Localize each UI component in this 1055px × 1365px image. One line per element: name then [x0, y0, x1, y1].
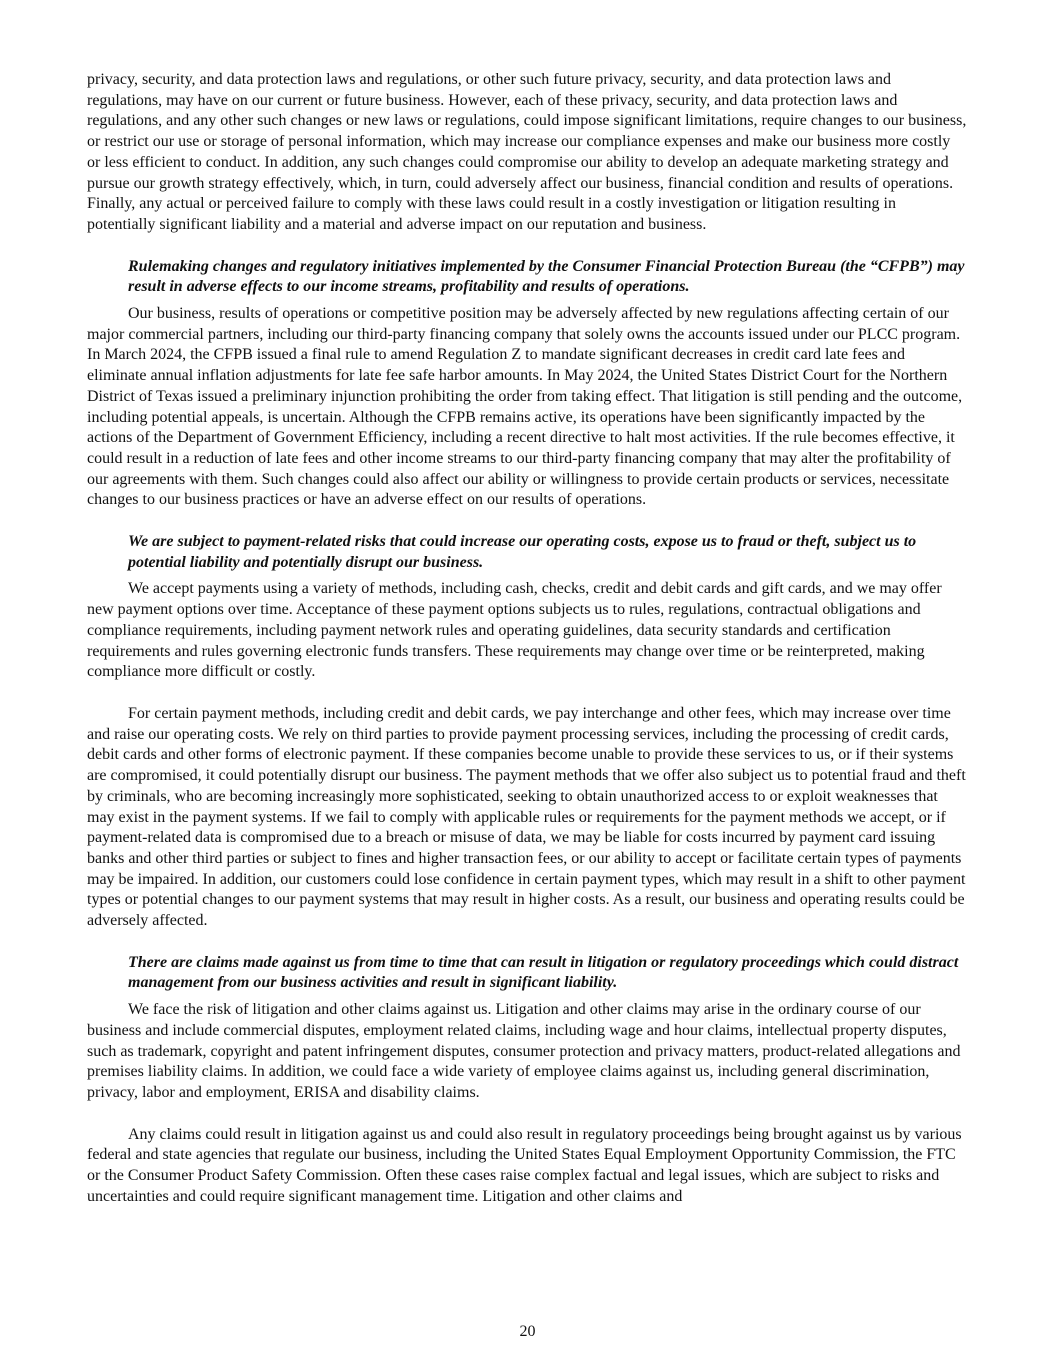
page-number: 20	[519, 1323, 536, 1340]
spacer	[87, 1104, 967, 1125]
body-paragraph-claims: Any claims could result in litigation against us and could also result in regulatory proceedings being brought against us by various federal and state agencies that regulate our business, including the United States Equal Employment Opportunity Commission, the FTC or the Consumer Product Safety Commission. Often these cases raise complex factual and legal issues, which are subject to risks and uncertainties and could require significant management time. Litigation and other claims and	[87, 1125, 962, 1205]
risk-heading-cfpb: Rulemaking changes and regulatory initiatives implemented by the Consumer Financial Protection Bureau (the “CFPB”) may result in adverse effects to our income streams, profitability and results of operations.	[128, 257, 965, 296]
risk-heading-payment: We are subject to payment-related risks that could increase our operating costs, expose us to fraud or theft, subject us to potential liability and potentially disrupt our business.	[128, 533, 917, 571]
body-paragraph-cfpb: Our business, results of operations or competitive position may be adversely affected by new regulations affecting certain of our major commercial partners, including our third-party financing company that solely owns the accounts issued under our PLCC program. In March 2024, the CFPB issued a final rule to amend Regulation Z to mandate significant decreases in credit card late fees and eliminate annual inflation adjustments for late fee safe harbor amounts. In May 2024, the United States District Court for the Northern District of Texas issued a preliminary injunction prohibiting the order from taking effect. That litigation is still pending and the outcome, including potential appeals, is uncertain. Although the CFPB remains active, its operations have been significantly impacted by the actions of the Department of Government Efficiency, including a recent directive to halt most activities. If the rule becomes effective, it could result in a reduction of late fees and other income streams to our third-party financing company that may alter the profitability of our agreements with them. Such changes could also affect our ability or willingness to provide certain products or services, necessitate changes to our business practices or have an adverse effect on our results of operations.	[87, 305, 963, 509]
body-paragraph-payment-methods: We accept payments using a variety of methods, including cash, checks, credit and debit cards and gift cards, and we may offer new payment options over time. Acceptance of these payment options subjects us to rules, regulations, contractual obligations and compliance requirements, including payment network rules and operating guidelines, data security standards and certification requirements and rules governing electronic funds transfers. These requirements may change over time or be reinterpreted, making compliance more difficult or costly.	[87, 580, 942, 681]
risk-heading-claims: There are claims made against us from time to time that can result in litigation or regulatory proceedings which could distract management from our business activities and result in significant liability.	[128, 953, 959, 992]
spacer	[87, 236, 967, 257]
spacer	[87, 511, 967, 532]
body-paragraph-payment-fees: For certain payment methods, including credit and debit cards, we pay interchange and other fees, which may increase over time and raise our operating costs. We rely on third parties to provide payment processing services, including the processing of credit cards, debit cards and other forms of electronic payment. If these companies become unable to provide these services to us, or if their systems are compromised, it could potentially disrupt our business. The payment methods that we offer also subject us to potential fraud and theft by criminals, who are becoming increasingly more sophisticated, seeking to obtain unauthorized access to or exploit weaknesses that may exist in the payment systems. If we fail to comply with applicable rules or requirements for the payment methods we accept, or if payment-related data is compromised due to a breach or misuse of data, we may be liable for costs incurred by payment card issuing banks and other third parties or subject to fines and higher transaction fees, or our ability to accept or facilitate certain types of payments may be impaired. In addition, our customers could lose confidence in certain payment types, which may result in a shift to other payment types or potential changes to our payment systems that may result in higher costs. As a result, our business and operating results could be adversely affected.	[87, 704, 966, 930]
body-paragraph-litigation: We face the risk of litigation and other claims against us. Litigation and other claims may arise in the ordinary course of our business and include commercial disputes, employment related claims, including wage and hour claims, intellectual property disputes, such as trademark, copyright and patent infringement disputes, consumer protection and privacy matters, product-related allegations and premises liability claims. In addition, we could face a wide variety of employee claims against us, including general discrimination, privacy, labor and employment, ERISA and disability claims.	[87, 1001, 961, 1101]
spacer	[87, 932, 967, 953]
continued-paragraph: privacy, security, and data protection laws and regulations, or other such future privacy, security, and data protection laws and regulations, may have on our current or future business. However, each of these privacy, security, and data protection laws and regulations, and any other such changes or new laws or regulations, could impose significant limitations, require changes to our business, or restrict our use or storage of personal information, which may increase our compliance expenses and make our business more costly or less efficient to conduct. In addition, any such changes could compromise our ability to develop an adequate marketing strategy and pursue our growth strategy effectively, which, in turn, could adversely affect our business, financial condition and results of operations. Finally, any actual or perceived failure to comply with these laws could result in a costly investigation or litigation resulting in potentially significant liability and a material and adverse impact on our reputation and business.	[87, 71, 967, 233]
document-page	[87, 70, 967, 1207]
spacer	[87, 683, 967, 704]
